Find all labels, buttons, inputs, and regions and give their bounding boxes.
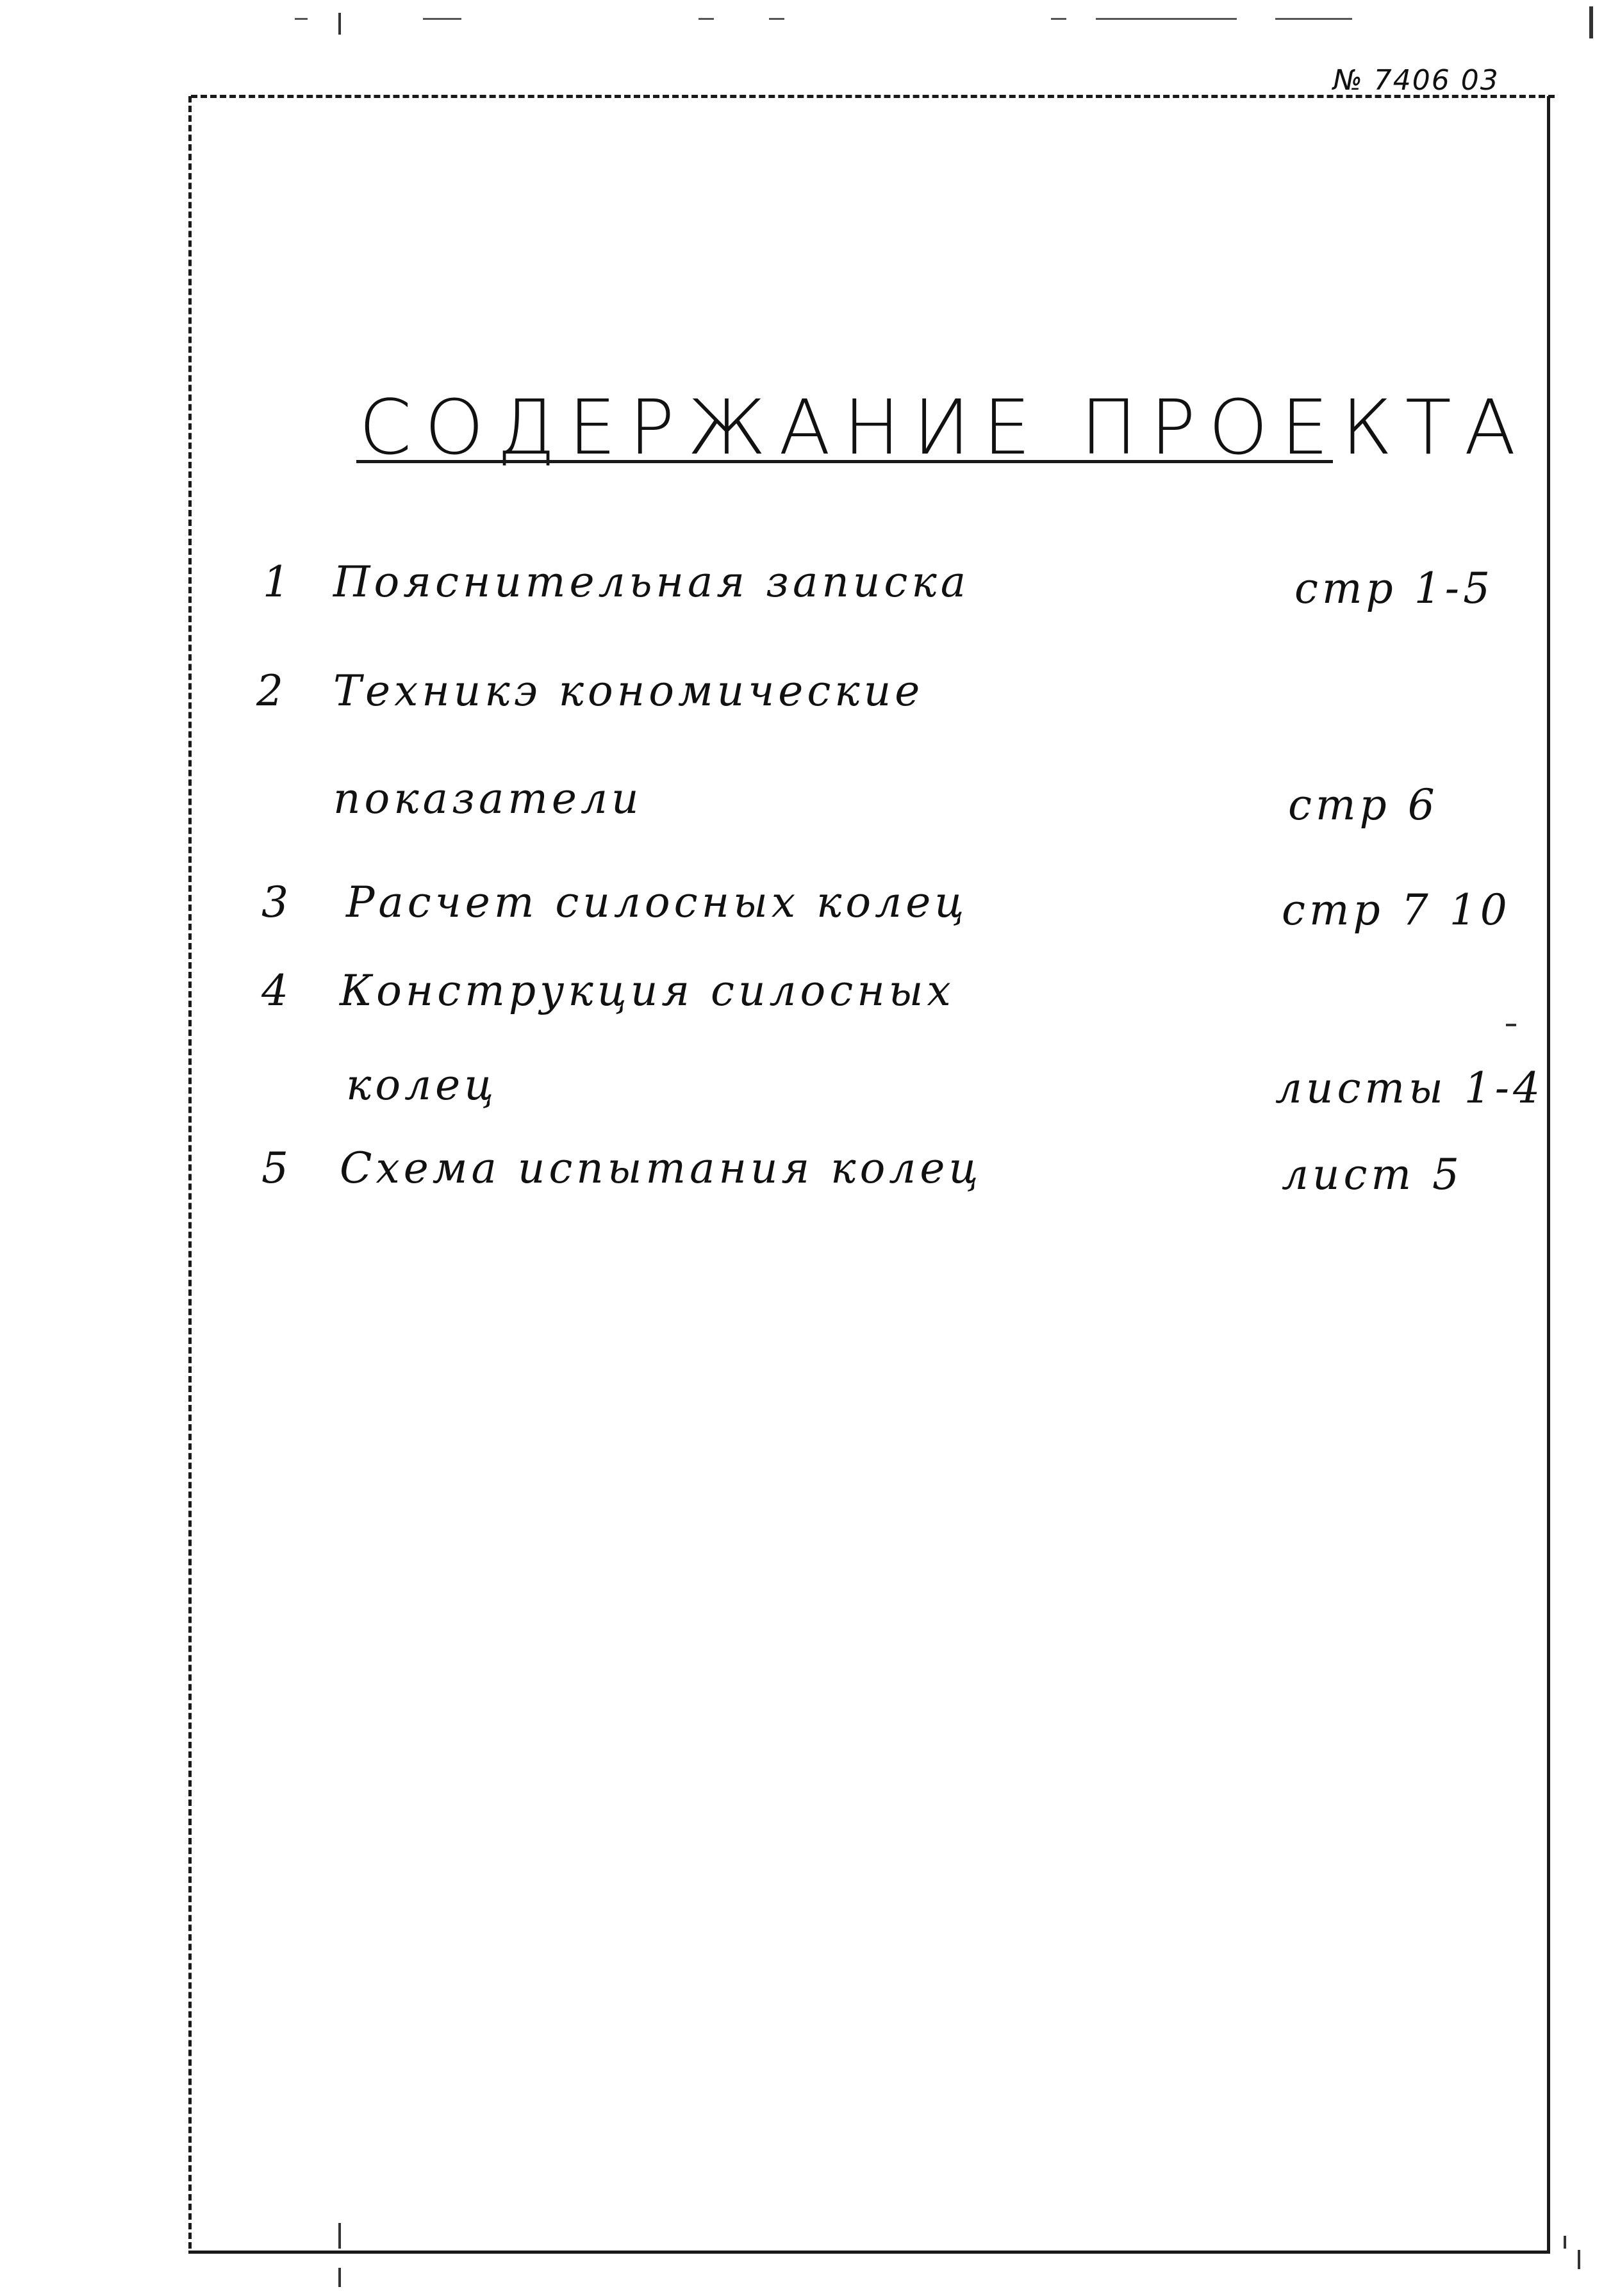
scan-mark — [338, 2268, 341, 2287]
toc-pages: листы 1-4 — [1275, 1063, 1544, 1113]
scan-mark — [1506, 1024, 1516, 1026]
document-code: № 7406 03 — [1333, 64, 1500, 97]
frame-right-line — [1547, 96, 1550, 2252]
scan-mark — [295, 18, 308, 20]
frame-left-line — [188, 96, 192, 2249]
scan-mark — [338, 2223, 341, 2249]
scan-mark — [1578, 2250, 1580, 2269]
toc-pages: лист 5 — [1282, 1150, 1464, 1199]
toc-title: Пояснительная записка — [333, 557, 970, 607]
scan-mark — [338, 13, 341, 35]
title-underline — [356, 460, 1333, 463]
scan-mark — [1051, 18, 1066, 20]
toc-pages: стр 1-5 — [1294, 564, 1494, 613]
page-title: СОДЕРЖАНИЕ ПРОЕКТА — [359, 383, 1529, 472]
scan-mark — [769, 18, 784, 20]
toc-title: Схема испытания колец — [340, 1144, 982, 1193]
scan-mark — [1096, 18, 1237, 20]
toc-title-continued: колец — [346, 1060, 498, 1110]
toc-title: Расчет силосных колец — [346, 878, 968, 927]
toc-pages: стр 6 — [1288, 780, 1439, 830]
scan-mark — [1564, 2236, 1566, 2249]
toc-number: 5 — [261, 1144, 292, 1193]
toc-number: 1 — [263, 557, 293, 607]
toc-number: 4 — [261, 966, 292, 1015]
toc-title: Конструкция силосных — [340, 966, 955, 1015]
frame-bottom-line — [188, 2251, 1550, 2254]
toc-pages: стр 7 10 — [1282, 885, 1511, 935]
scan-mark — [423, 18, 461, 20]
toc-number: 3 — [261, 878, 292, 927]
scan-mark — [1275, 18, 1352, 20]
scan-mark — [1589, 6, 1593, 38]
scan-mark — [698, 18, 714, 20]
toc-title: Техникэ кономические — [333, 666, 924, 716]
toc-title-continued: показатели — [333, 774, 643, 823]
toc-number: 2 — [256, 666, 287, 716]
